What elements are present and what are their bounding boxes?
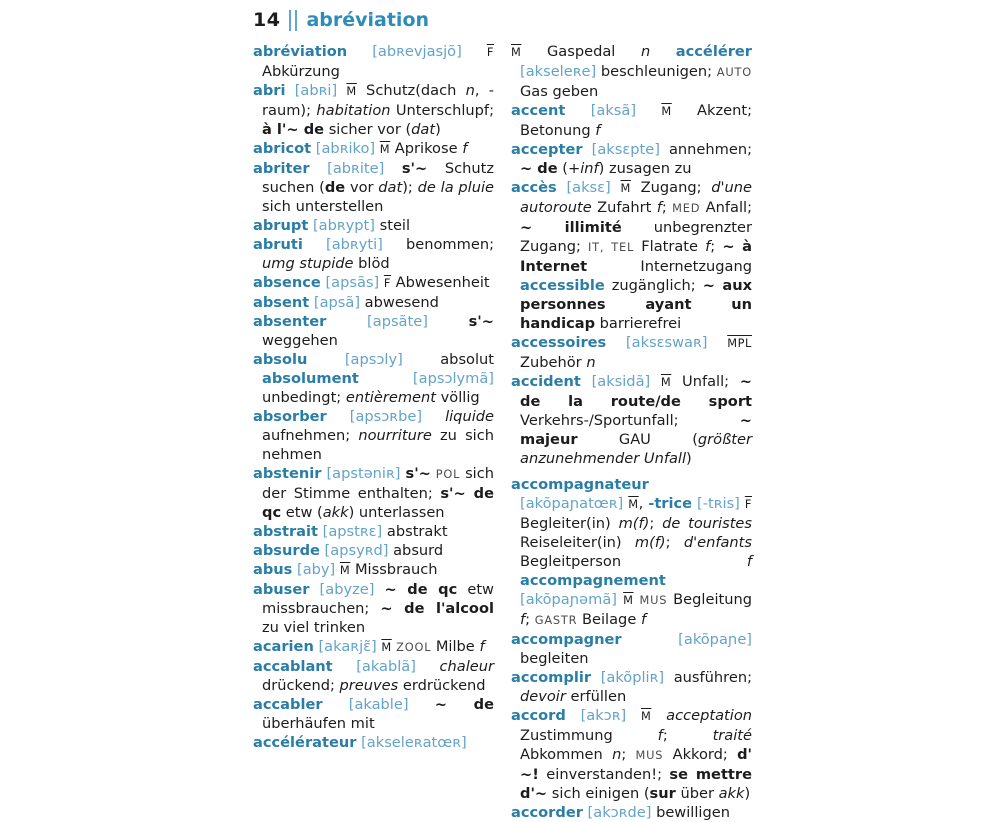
- entry-run-hw: abuser: [253, 581, 310, 598]
- entry-run-n: ;: [649, 515, 663, 532]
- entry-run-i: f: [657, 727, 663, 744]
- entry-run-hw: abruti: [253, 236, 303, 253]
- entry-run-ph: [akseleʀe]: [520, 63, 601, 80]
- entry-run-b: s'~: [468, 313, 494, 330]
- entry-run-n: Gas geben: [520, 83, 599, 100]
- entry-run-n: Zugang;: [630, 179, 712, 196]
- entry-run-n: abwesend: [364, 294, 439, 311]
- entry-run-hw: accompagnateur: [511, 476, 649, 493]
- entry-run-g: $\overline{M}$: [660, 375, 672, 389]
- entry-run-ph: [apsyʀd]: [319, 542, 394, 559]
- entry-run-n: Schutz(dach: [356, 82, 466, 99]
- entry-run-g: $\overline{M}$: [623, 593, 634, 607]
- entry-run-b: ~ de la route/de sport: [520, 373, 752, 410]
- dictionary-entry: [253, 235, 494, 273]
- entry-run-n: Missbrauch: [350, 561, 438, 578]
- entry-run-hw: absence: [253, 274, 321, 291]
- dictionary-entry: [511, 333, 752, 372]
- entry-run-n: erdrückend: [398, 677, 486, 694]
- entry-run-n: absurd: [393, 542, 444, 559]
- entry-run-ph: [akseleʀatœʀ]: [356, 734, 467, 751]
- entry-run-i: akk: [718, 785, 745, 802]
- entry-run-i: chaleur: [439, 658, 494, 675]
- entry-run-hw: abstrait: [253, 523, 318, 540]
- entry-run-hw: abricot: [253, 140, 312, 157]
- entry-run-n: erfüllen: [565, 688, 627, 705]
- entry-run-hw: acarien: [253, 638, 314, 655]
- entry-run-n: GAU (: [577, 431, 698, 448]
- column-2: [511, 42, 752, 822]
- entry-run-b: ~ de l'alcool: [380, 600, 494, 617]
- dictionary-entry: [511, 630, 752, 668]
- entry-run-ph: [aksɛswaʀ]: [606, 334, 728, 351]
- dictionary-entry: [511, 101, 752, 140]
- entry-run-b: sur: [649, 785, 676, 802]
- entry-run-ph: [akaʀjɛ̃]: [313, 638, 382, 655]
- entry-run-n: barrierefrei: [595, 315, 682, 332]
- double-bar-icon: [289, 10, 297, 31]
- entry-run-n: Zufahrt: [591, 199, 657, 216]
- entry-run-ph: [abʀyti]: [302, 236, 406, 253]
- entry-run-n: blöd: [353, 255, 390, 272]
- entry-run-g: $\overline{M}$: [511, 45, 522, 59]
- entry-run-hw: absenter: [253, 313, 327, 330]
- entry-run-g: $\overline{M}$: [381, 640, 392, 654]
- entry-run-i: n: [612, 746, 622, 763]
- entry-run-ph: [abʀi]: [285, 82, 347, 99]
- entry-run-n: Aprikose: [390, 140, 463, 157]
- dictionary-entry: [511, 475, 752, 630]
- entry-run-n: ): [686, 450, 692, 467]
- entry-run-i: f: [462, 140, 468, 157]
- column-1: [253, 42, 494, 822]
- page-content: [253, 6, 753, 822]
- entry-run-n: sich der Stimme enthalten;: [262, 465, 494, 502]
- entry-run-i: umg stupide: [262, 255, 354, 272]
- entry-run-i: f: [640, 611, 647, 628]
- entry-run-i: f: [656, 199, 662, 216]
- dictionary-entry: [253, 464, 494, 522]
- entry-run-i: f: [479, 638, 485, 655]
- entry-run-g: $\overline{MPL}$: [727, 336, 752, 350]
- entry-run-sc: AUTO: [716, 65, 752, 79]
- entry-run-g: $\overline{M}$: [620, 181, 631, 195]
- dictionary-entry: [253, 139, 494, 159]
- dictionary-entry: [511, 706, 752, 803]
- entry-run-n: aufnehmen;: [262, 427, 359, 444]
- entry-run-n: Begleitperson: [520, 553, 747, 570]
- entry-run-b: à l'~ de: [262, 121, 325, 138]
- entry-run-i: preuves: [339, 677, 399, 694]
- entry-run-sc: MUS: [633, 593, 674, 607]
- entry-run-n: weggehen: [262, 332, 338, 349]
- entry-run-n: Unfall;: [671, 373, 740, 390]
- entry-run-i: f: [746, 553, 752, 570]
- entry-run-n: Unterschlupf;: [390, 102, 494, 119]
- entry-run-n: ;: [661, 199, 673, 216]
- entry-run-ph: [abʀypt]: [308, 217, 380, 234]
- entry-run-n: absolut: [440, 351, 494, 368]
- entry-run-ph: [akɔʀde]: [582, 804, 657, 821]
- dictionary-entry: [253, 42, 494, 81]
- entry-run-n: bewilligen: [656, 804, 730, 821]
- entry-run-i: nourriture: [358, 427, 432, 444]
- entry-run-hw: accessoires: [511, 334, 607, 351]
- entry-run-n: Zubehör: [520, 354, 587, 371]
- entry-run-g: $\overline{F}$: [744, 497, 753, 511]
- entry-run-ph: [akõpliʀ]: [591, 669, 674, 686]
- entry-run-n: Abwesenheit: [391, 274, 490, 291]
- entry-run-n: ;: [662, 727, 713, 744]
- entry-run-ph: [apstəniʀ]: [321, 465, 406, 482]
- entry-run-hw: absolu: [253, 351, 308, 368]
- entry-run-hw: accablant: [253, 658, 333, 675]
- entry-run-n: begleiten: [520, 650, 589, 667]
- entry-run-b: ~ de: [434, 696, 495, 713]
- entry-run-hw: accident: [511, 373, 581, 390]
- entry-run-i: liquide: [445, 408, 494, 425]
- entry-run-n: zu sich nehmen: [262, 427, 494, 463]
- entry-run-b: d' ~!: [520, 746, 753, 783]
- entry-run-hw: abus: [253, 561, 293, 578]
- entry-run-ph: [aby]: [292, 561, 340, 578]
- entry-run-hw: accent: [511, 102, 566, 119]
- dictionary-entry: [511, 803, 752, 822]
- entry-run-hw: accompagner: [511, 631, 622, 648]
- entry-run-i: dat: [411, 121, 436, 138]
- entry-run-b: ~ majeur: [520, 412, 752, 448]
- entry-run-n: ) unterlassen: [348, 504, 445, 521]
- entry-run-ph: [abʀite]: [309, 160, 402, 177]
- entry-run-i: n: [640, 43, 651, 60]
- entry-run-g: $\overline{M}$: [339, 563, 351, 577]
- entry-run-i: größter anzunehmender Unfall: [520, 431, 752, 467]
- entry-run-g: $\overline{M}$: [661, 104, 672, 118]
- entry-run-n: Abkommen: [520, 746, 613, 763]
- entry-run-hw: abriter: [253, 160, 310, 177]
- entry-run-hw: accepter: [511, 141, 583, 158]
- entry-run-n: [651, 707, 666, 724]
- entry-run-b: s'~: [405, 465, 431, 482]
- entry-run-b: ~ à Internet: [520, 238, 752, 275]
- page-header: [253, 6, 753, 34]
- entry-run-hw: accès: [511, 179, 557, 196]
- entry-run-hw: abrupt: [253, 217, 309, 234]
- entry-run-hw: -trice: [648, 495, 693, 512]
- entry-run-n: unbedingt;: [262, 389, 346, 406]
- dictionary-entry: [511, 140, 752, 178]
- dictionary-entry: [253, 541, 494, 560]
- entry-run-i: dat: [378, 179, 403, 196]
- entry-run-i: habitation: [316, 102, 391, 119]
- entry-run-n: sicher vor (: [324, 121, 412, 138]
- entry-run-ph: [apstʀɛ]: [317, 523, 387, 540]
- entry-run-ph: [aksɛpte]: [582, 141, 669, 158]
- entry-run-b: ~ illimité: [520, 219, 622, 236]
- entry-run-b: ~ aux personnes ayant un handicap: [520, 277, 752, 332]
- entry-run-n: unbegrenzter Zugang;: [520, 219, 752, 255]
- entry-run-n: ) zusagen zu: [598, 160, 692, 177]
- entry-run-i: f: [705, 238, 711, 255]
- dictionary-entry: [253, 637, 494, 657]
- dictionary-entry: [253, 312, 494, 350]
- entry-run-n: beschleunigen;: [600, 63, 717, 80]
- entry-run-n: Milbe: [435, 638, 480, 655]
- entry-run-ph: [aksã]: [565, 102, 662, 119]
- entry-run-ph: [abʀevjasjõ]: [347, 43, 487, 60]
- dictionary-entry: [253, 293, 494, 312]
- entry-run-n: Zustimmung: [520, 727, 658, 744]
- entry-run-n: sich unterstellen: [262, 198, 384, 215]
- entry-run-ph: [akõpaɲe]: [621, 631, 752, 648]
- entry-run-n: Verkehrs-/Sportunfall;: [520, 412, 740, 429]
- entry-run-n: );: [402, 179, 418, 196]
- entry-run-i: d'enfants: [683, 534, 753, 551]
- dictionary-entry: [253, 407, 494, 464]
- entry-run-n: Anfall;: [700, 199, 752, 216]
- entry-run-n: ,: [638, 495, 649, 512]
- page-number: 14: [253, 9, 281, 31]
- entry-run-n: Flatrate: [634, 238, 706, 255]
- entry-run-i: m(f): [618, 515, 650, 532]
- entry-run-sc: GASTR: [534, 613, 578, 627]
- entry-run-i: devoir: [520, 688, 566, 705]
- entry-run-ph: [aksɛ]: [556, 179, 621, 196]
- entry-run-n: vor: [345, 179, 379, 196]
- entry-run-n: ;: [710, 238, 723, 255]
- entry-run-sc: MUS: [635, 748, 664, 762]
- dictionary-entry: [511, 668, 752, 706]
- entry-run-i: de la pluie: [417, 179, 495, 196]
- entry-run-n: drückend;: [262, 677, 340, 694]
- entry-run-n: ;: [665, 534, 684, 551]
- entry-run-n: überhäufen mit: [262, 715, 375, 732]
- entry-run-i: n: [586, 354, 596, 371]
- entry-run-sc: ZOOL: [391, 640, 436, 654]
- entry-run-i: entièrement: [345, 389, 436, 406]
- entry-run-hw: absurde: [253, 542, 320, 559]
- entry-run-ph: [akõpaɲəmã]: [520, 591, 624, 608]
- entry-run-ph: [akɔʀ]: [565, 707, 641, 724]
- entry-run-n: einverstanden!;: [538, 766, 670, 783]
- dictionary-entry: [253, 695, 494, 733]
- dictionary-entry: [253, 273, 494, 293]
- dictionary-entry: [253, 159, 494, 216]
- entry-run-n: Akzent; Betonung: [520, 102, 752, 139]
- entry-run-sc: IT, TEL: [588, 240, 635, 254]
- entry-run-g: $\overline{M}$: [628, 497, 639, 511]
- entry-run-b: ~ de qc: [384, 581, 458, 598]
- entry-run-n: ;: [525, 611, 535, 628]
- entry-run-hw: abréviation: [253, 43, 348, 60]
- dictionary-entry: [511, 372, 752, 468]
- entry-run-i: f: [520, 611, 526, 628]
- entry-run-n: Gaspedal: [521, 43, 641, 60]
- entry-run-ph: [akõpaɲatœʀ]: [520, 495, 629, 512]
- entry-run-n: Begleitung: [673, 591, 752, 608]
- entry-run-sc: MED: [672, 201, 701, 215]
- entry-run-i: inf: [580, 160, 599, 177]
- entry-run-n: völlig: [436, 389, 480, 406]
- entries-columns: [253, 42, 753, 822]
- entry-run-hw: accélérer: [675, 43, 753, 60]
- entry-run-ph: [apsɔʀbe]: [326, 408, 446, 425]
- entry-run-ph: [apsãte]: [326, 313, 469, 330]
- dictionary-entry: [253, 560, 494, 580]
- entry-run-hw: accord: [511, 707, 566, 724]
- entry-run-ph: [apsɔly]: [307, 351, 441, 368]
- entry-run-n: sich einigen (: [547, 785, 650, 802]
- entry-run-ph: [-tʀis]: [692, 495, 745, 512]
- entry-run-ph: [abyze]: [309, 581, 385, 598]
- entry-run-sc: POL: [430, 467, 466, 481]
- entry-run-i: de touristes: [662, 515, 752, 532]
- entry-run-b: se mettre d'~: [520, 766, 752, 802]
- entry-run-ph: [apsãs]: [320, 274, 384, 291]
- entry-run-n: steil: [379, 217, 411, 234]
- entry-run-n: (+: [557, 160, 581, 177]
- entry-run-n: etw missbrauchen;: [262, 581, 494, 617]
- entry-run-i: n: [465, 82, 475, 99]
- entry-run-i: m(f): [634, 534, 666, 551]
- entry-run-n: ausführen;: [673, 669, 752, 686]
- dictionary-entry: [511, 42, 752, 101]
- entry-run-hw: accélérateur: [253, 734, 357, 751]
- entry-run-b: de: [324, 179, 346, 196]
- entry-run-hw: absolument: [262, 370, 359, 387]
- entry-run-b: ~ de: [520, 160, 558, 177]
- entry-run-hw: abri: [253, 82, 286, 99]
- entry-run-hw: abstenir: [253, 465, 322, 482]
- dictionary-entry: [253, 733, 494, 752]
- entry-run-b: s'~ de qc: [262, 485, 494, 521]
- entry-run-hw: absent: [253, 294, 310, 311]
- entry-run-n: ): [744, 785, 751, 802]
- entry-run-g: $\overline{F}$: [383, 276, 392, 290]
- dictionary-entry: [253, 657, 494, 695]
- entry-run-i: traité: [712, 727, 752, 744]
- entry-run-hw: accomplir: [511, 669, 592, 686]
- entry-run-n: über: [675, 785, 719, 802]
- entry-run-n: , -raum);: [262, 82, 495, 119]
- entry-run-i: acceptation: [666, 707, 752, 724]
- entry-run-hw: accorder: [511, 804, 583, 821]
- entry-run-ph: [apsã]: [309, 294, 365, 311]
- entry-run-i: f: [595, 122, 601, 139]
- entry-run-n: ): [435, 121, 441, 138]
- entry-run-n: annehmen;: [668, 141, 752, 158]
- entry-run-b: s'~: [401, 160, 428, 177]
- entry-run-n: etw (: [281, 504, 323, 521]
- entry-run-ph: [aksidã]: [580, 373, 661, 390]
- entry-run-g: $\overline{M}$: [346, 84, 357, 98]
- entry-run-n: abstrakt: [386, 523, 448, 540]
- entry-run-n: Internetzugang: [587, 258, 752, 275]
- entry-run-g: $\overline{M}$: [640, 709, 652, 723]
- entry-run-hw: accabler: [253, 696, 323, 713]
- entry-run-n: Reiseleiter(in): [520, 534, 635, 551]
- entry-run-ph: [akablã]: [332, 658, 440, 675]
- entry-run-i: d'une autoroute: [520, 179, 752, 216]
- entry-run-i: akk: [322, 504, 349, 521]
- entry-run-n: Begleiter(in): [520, 515, 619, 532]
- guide-word: abréviation: [306, 9, 430, 31]
- dictionary-entry: [253, 580, 494, 637]
- dictionary-entry: [511, 178, 752, 333]
- entry-run-g: $\overline{F}$: [486, 45, 494, 59]
- entry-run-n: Akkord;: [663, 746, 738, 763]
- entry-run-n: Beilage: [577, 611, 641, 628]
- entry-run-hw: absorber: [253, 408, 327, 425]
- entry-run-ph: [apsɔlymã]: [358, 370, 494, 387]
- entry-run-hw: accessible: [520, 277, 605, 294]
- entry-run-n: ;: [621, 746, 636, 763]
- entry-run-ph: [akable]: [322, 696, 435, 713]
- dictionary-entry: [253, 522, 494, 541]
- entry-run-n: [650, 43, 676, 60]
- entry-run-n: Abkürzung: [262, 63, 340, 80]
- entry-run-hw: accompagnement: [520, 572, 666, 589]
- dictionary-entry: [253, 350, 494, 407]
- dictionary-entry: [253, 216, 494, 235]
- entry-run-n: zu viel trinken: [262, 619, 366, 636]
- entry-run-n: Schutz suchen (: [262, 160, 495, 196]
- dictionary-entry: [253, 81, 494, 139]
- entry-run-g: $\overline{M}$: [379, 142, 391, 156]
- entry-run-n: zugänglich;: [604, 277, 703, 294]
- entry-run-n: benommen;: [406, 236, 494, 253]
- entry-run-ph: [abʀiko]: [311, 140, 380, 157]
